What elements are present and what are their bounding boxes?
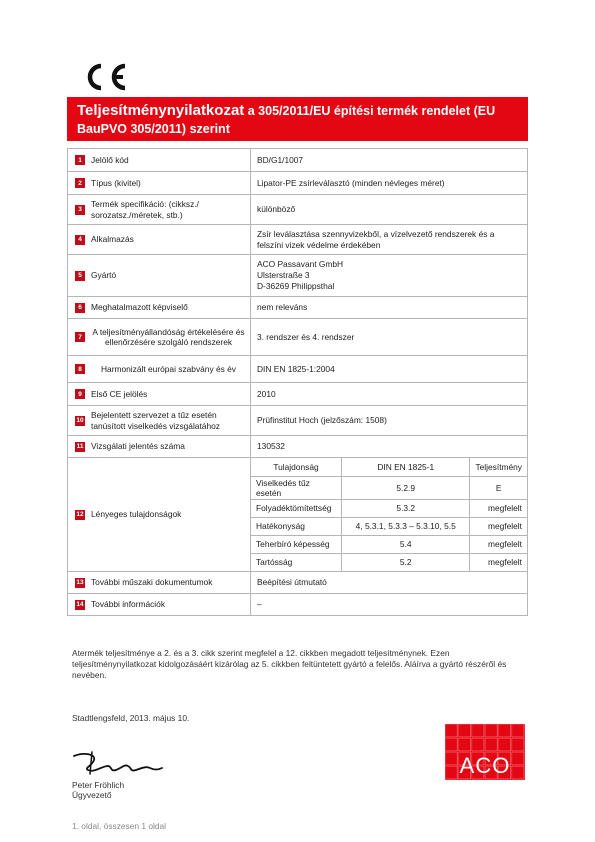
- property-clause: 5.4: [341, 535, 469, 553]
- row-number-badge: 7: [75, 332, 85, 342]
- row-label: A teljesítményállandóság értékelésére és ellenőrzésére szolgáló rendszerek: [92, 326, 245, 347]
- table-row: [68, 436, 528, 458]
- table-row: [68, 356, 528, 383]
- properties-header-row: [251, 458, 527, 476]
- row-value: Prüfinstitut Hoch (jelzőszám: 1508): [251, 406, 528, 436]
- table-row: [68, 383, 528, 406]
- table-row: [68, 297, 528, 319]
- row-number-badge: 1: [75, 155, 85, 165]
- row-value: Zsír leválasztása szennyvizekből, a vízelvezető rendszerek és a felszíni vizek védelme érdekében: [251, 225, 528, 255]
- row-value: nem releváns: [251, 297, 528, 319]
- column-header: Teljesítmény: [470, 458, 527, 476]
- table-row: [68, 458, 528, 572]
- manufacturer-address: [251, 255, 528, 297]
- place-date: Stadtlengsfeld, 2013. május 10.: [72, 713, 190, 723]
- row-number-badge: 3: [75, 205, 85, 215]
- aco-logo-icon: [445, 724, 525, 780]
- address-line: Ulsterstraße 3: [257, 270, 310, 280]
- properties-row: [251, 476, 527, 499]
- properties-table: [251, 458, 527, 571]
- row-value: Beépítési útmutató: [251, 572, 528, 594]
- address-line: D-36269 Philippsthal: [257, 281, 335, 291]
- table-row: [68, 319, 528, 356]
- row-number-badge: 6: [75, 303, 85, 313]
- row-label: Harmonizált európai szabvány és év: [101, 363, 236, 374]
- property-clause: 5.3.2: [341, 499, 469, 517]
- row-number-badge: 2: [75, 178, 85, 188]
- table-row: [68, 572, 528, 594]
- row-number-badge: 14: [76, 601, 84, 608]
- row-number-badge: 12: [76, 511, 84, 518]
- aco-logo-text: ACO: [459, 753, 511, 778]
- table-row: [68, 255, 528, 297]
- property-name: Viselkedés tűz esetén: [251, 476, 341, 499]
- page-number: 1. oldal, összesen 1 oldal: [72, 821, 167, 831]
- property-performance: megfelelt: [470, 517, 527, 535]
- table-row: [68, 225, 528, 255]
- row-label: Bejelentett szervezet a tűz esetén tanúsított viselkedés vizsgálatához: [91, 410, 220, 431]
- row-number-badge: 8: [75, 364, 85, 374]
- row-label: Termék specifikáció: (cikksz./ sorozatsz./méretek, stb.): [91, 199, 199, 220]
- column-header: Tulajdonság: [251, 458, 341, 476]
- signer-name: Peter Fröhlich: [72, 780, 125, 790]
- row-number-badge: 10: [76, 417, 84, 424]
- properties-row: [251, 499, 527, 517]
- row-label: Vizsgálati jelentés száma: [91, 441, 185, 452]
- property-name: Folyadéktömítettség: [251, 499, 341, 517]
- property-clause: 5.2.9: [341, 476, 469, 499]
- row-value: 2010: [251, 383, 528, 406]
- row-number-badge: 5: [75, 271, 85, 281]
- row-number-badge: 9: [75, 389, 85, 399]
- property-name: Tartósság: [251, 553, 341, 571]
- property-name: Hatékonyság: [251, 517, 341, 535]
- table-row: [68, 195, 528, 225]
- property-performance: E: [470, 476, 527, 499]
- properties-cell: [251, 458, 528, 572]
- row-value: 130532: [251, 436, 528, 458]
- row-label: Alkalmazás: [91, 234, 134, 245]
- properties-row: [251, 535, 527, 553]
- signer-block: [72, 780, 124, 800]
- row-number-badge: 13: [76, 579, 84, 586]
- row-value: –: [251, 594, 528, 616]
- property-performance: megfelelt: [470, 535, 527, 553]
- declaration-statement: Atermék teljesítménye a 2. és a 3. cikk szerint megfelel a 12. cikkben megadott teljesítménynek. Ezen teljesítménynyilatkozat kidolgozásáért kizárólag az 5. cikkben feltüntetett gyártó a felelős. Aláírva a gyártó részéről és nevében.: [72, 648, 507, 680]
- row-label: Meghatalmazott képviselő: [91, 302, 188, 313]
- declaration-title-bar: [67, 97, 528, 141]
- signature-image: [70, 748, 165, 778]
- table-row: [68, 406, 528, 436]
- row-label: További információk: [91, 599, 166, 610]
- properties-row: [251, 517, 527, 535]
- row-label: Első CE jelölés: [91, 388, 148, 399]
- row-label: Jelölő kód: [91, 154, 129, 165]
- row-number-badge: 11: [76, 443, 84, 450]
- row-label: Gyártó: [91, 270, 117, 281]
- column-header: DIN EN 1825-1: [341, 458, 469, 476]
- property-name: Teherbíró képesség: [251, 535, 341, 553]
- table-row: [68, 172, 528, 195]
- declaration-subtitle: a 305/2011/EU építési termék rendelet (EU BauPVO 305/2011) szerint: [77, 104, 496, 136]
- declaration-title: Teljesítménynyilatkozat: [77, 102, 245, 119]
- row-label: Lényeges tulajdonságok: [91, 509, 182, 520]
- row-value: 3. rendszer és 4. rendszer: [251, 319, 528, 356]
- row-value: Lipator-PE zsírleválasztó (minden névleges méret): [251, 172, 528, 195]
- table-row: [68, 149, 528, 172]
- property-clause: 4, 5.3.1, 5.3.3 – 5.3.10, 5.5: [341, 517, 469, 535]
- row-value: BD/G1/1007: [251, 149, 528, 172]
- declaration-table: [67, 148, 528, 616]
- ce-mark-icon: [82, 60, 130, 94]
- signer-title: Ügyvezető: [72, 790, 112, 800]
- property-performance: megfelelt: [470, 499, 527, 517]
- row-label: További műszaki dokumentumok: [91, 577, 213, 588]
- property-clause: 5.2: [341, 553, 469, 571]
- properties-row: [251, 553, 527, 571]
- row-value: különböző: [251, 195, 528, 225]
- property-performance: megfelelt: [488, 557, 522, 568]
- row-label: Típus (kivitel): [91, 177, 141, 188]
- address-line: ACO Passavant GmbH: [257, 259, 344, 269]
- row-number-badge: 4: [75, 235, 85, 245]
- row-value: DIN EN 1825-1:2004: [251, 356, 528, 383]
- table-row: [68, 594, 528, 616]
